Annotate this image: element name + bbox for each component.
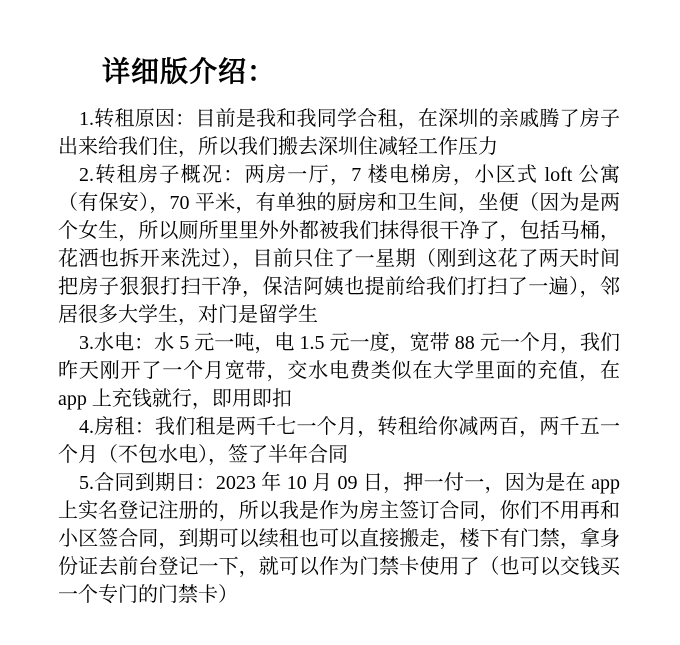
document-title: 详细版介绍：	[102, 55, 277, 88]
paragraph-sublet-reason: 1.转租原因：目前是我和我同学合租，在深圳的亲戚腾了房子出来给我们住，所以我们搬去深圳住减轻工作压力	[58, 108, 620, 158]
paragraph-utilities: 3.水电：水 5 元一吨，电 1.5 元一度，宽带 88 元一个月，我们昨天刚开了一个月宽带，交水电费类似在大学里面的充值，在 app 上充钱就行，即用即扣	[58, 332, 620, 410]
paragraph-rent: 4.房租：我们租是两千七一个月，转租给你减两百，两千五一个月（不包水电），签了半年合同	[58, 416, 620, 466]
paragraph-contract-expiry: 5.合同到期日：2023 年 10 月 09 日，押一付一，因为是在 app 上实名登记注册的，所以我是作为房主签订合同，你们不用再和小区签合同，到期可以续租也可以直接搬走，楼下有门禁，拿身份证去前台登记一下，就可以作为门禁卡使用了（也可以交钱买一个专门的门禁卡）	[58, 472, 620, 606]
paragraph-house-overview: 2.转租房子概况：两房一厅，7 楼电梯房，小区式 loft 公寓（有保安），70 平米，有单独的厨房和卫生间，坐便（因为是两个女生，所以厕所里里外外都被我们抹得很干净了，包括马桶，花洒也拆开来洗过），目前只住了一星期（刚到这花了两天时间把房子狠狠打扫干净，保洁阿姨也提前给我们打扫了一遍），邻居很多大学生，对门是留学生	[58, 164, 620, 326]
